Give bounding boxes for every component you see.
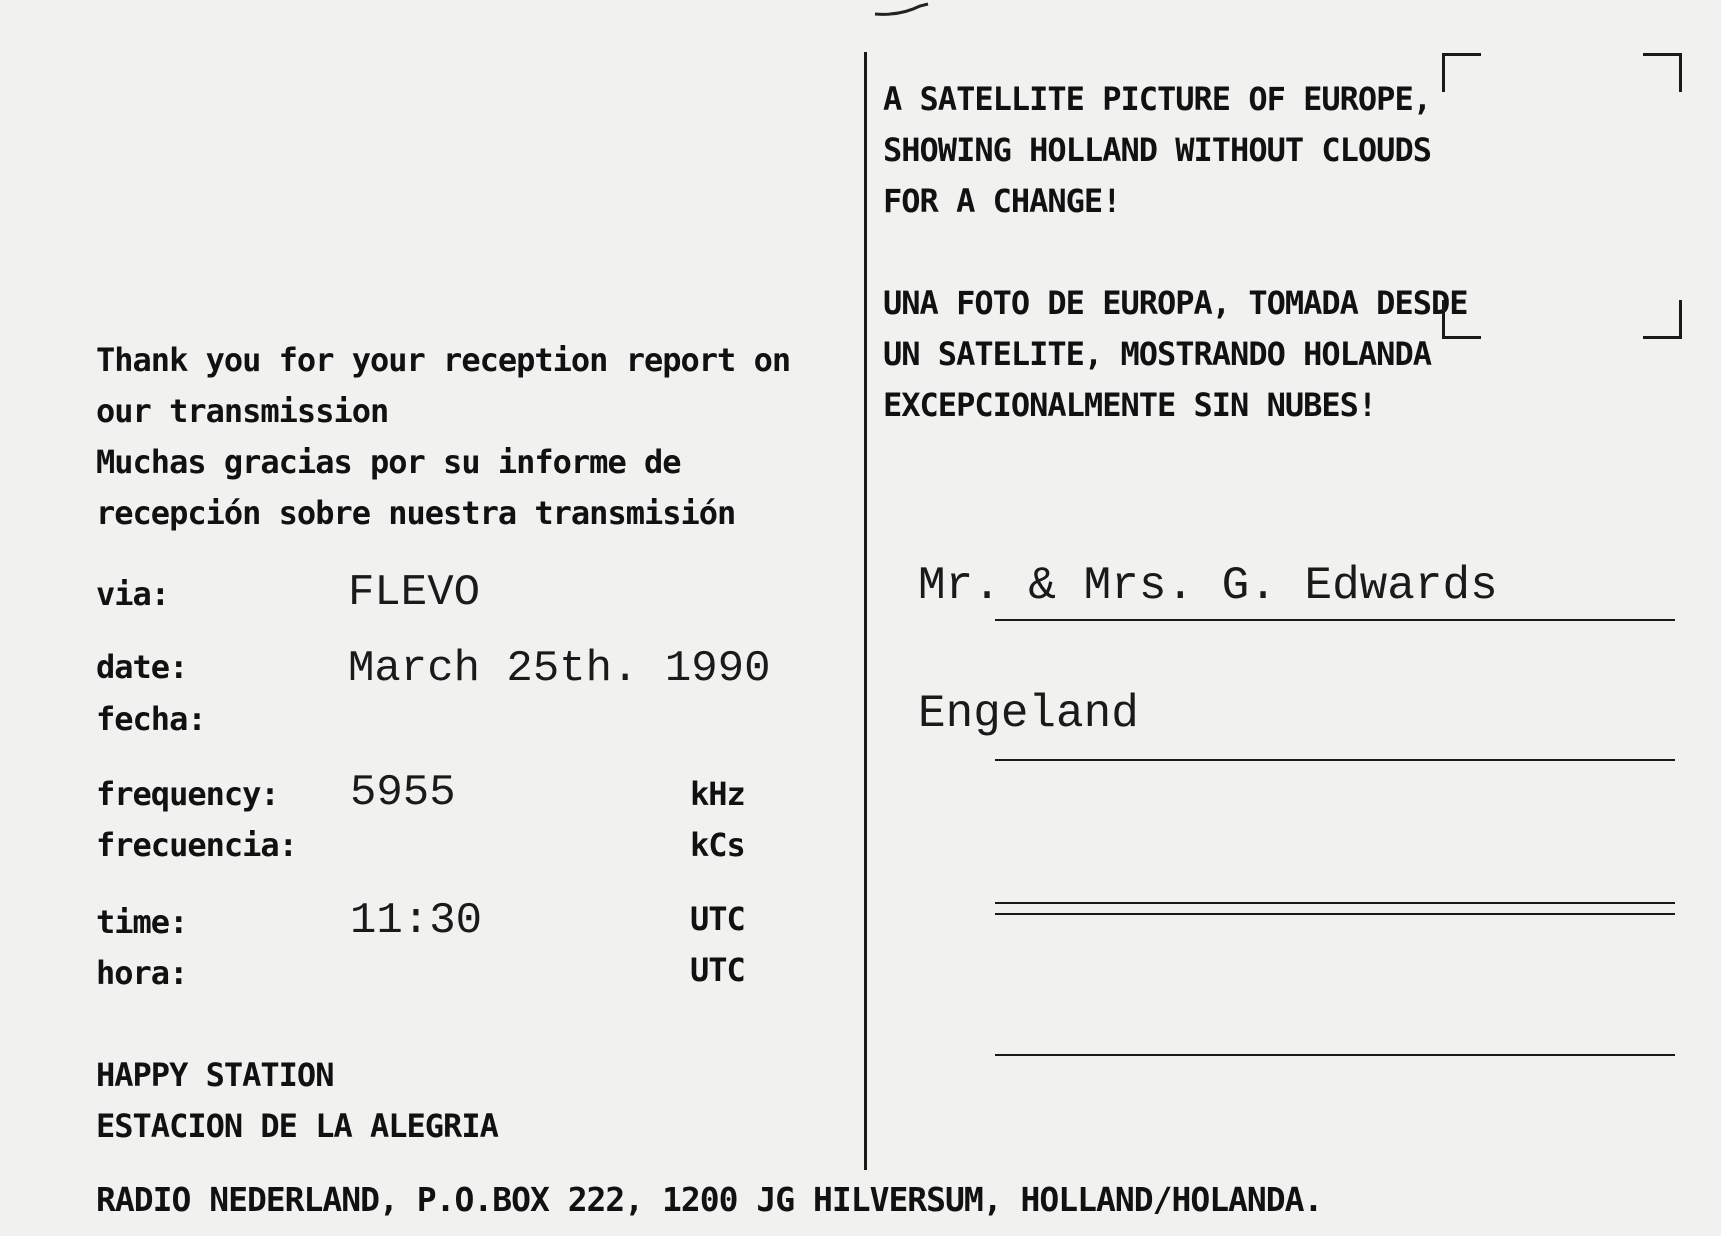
message-line-1: Thank you for your reception report on <box>96 341 791 379</box>
frequency-value: 5955 <box>350 768 456 818</box>
footer-address: RADIO NEDERLAND, P.O.BOX 222, 1200 JG HILVERSUM, HOLLAND/HOLANDA. <box>96 1180 1323 1219</box>
time-label: time: <box>96 903 188 941</box>
station-line-2: ESTACION DE LA ALEGRIA <box>96 1107 498 1145</box>
frequency-label: frequency: <box>96 775 279 813</box>
unit-utc-1: UTC <box>690 900 745 938</box>
caption-es-line-3: EXCEPCIONALMENTE SIN NUBES! <box>883 386 1377 424</box>
address-line-1: Mr. & Mrs. G. Edwards <box>918 560 1498 612</box>
caption-es-line-2: UN SATELITE, MOSTRANDO HOLANDA <box>883 335 1431 373</box>
message-line-2: our transmission <box>96 392 389 430</box>
stamp-corner-bottom-left <box>1442 300 1481 339</box>
unit-utc-2: UTC <box>690 951 745 989</box>
address-rule-3 <box>995 902 1675 904</box>
pen-mark <box>870 0 960 18</box>
card-divider <box>864 52 867 1170</box>
address-rule-2 <box>995 759 1675 761</box>
caption-en-line-1: A SATELLITE PICTURE OF EUROPE, <box>883 80 1431 118</box>
caption-en-line-2: SHOWING HOLLAND WITHOUT CLOUDS <box>883 131 1431 169</box>
address-line-2: Engeland <box>918 688 1139 740</box>
address-rule-4 <box>995 913 1675 915</box>
caption-es-line-1: UNA FOTO DE EUROPA, TOMADA DESDE <box>883 284 1468 322</box>
address-rule-5 <box>995 1054 1675 1056</box>
time-value: 11:30 <box>350 896 483 946</box>
date-value: March 25th. 1990 <box>348 644 771 694</box>
address-rule-1 <box>995 619 1675 621</box>
caption-en-line-3: FOR A CHANGE! <box>883 182 1121 220</box>
station-line-1: HAPPY STATION <box>96 1056 334 1094</box>
message-line-4: recepción sobre nuestra transmisión <box>96 494 736 532</box>
unit-kcs: kCs <box>690 826 745 864</box>
via-value: FLEVO <box>348 568 481 618</box>
via-label: via: <box>96 575 170 613</box>
fecha-label: fecha: <box>96 700 206 738</box>
stamp-corner-top-left <box>1442 53 1481 92</box>
date-label: date: <box>96 648 188 686</box>
stamp-corner-bottom-right <box>1643 300 1682 339</box>
hora-label: hora: <box>96 954 188 992</box>
unit-khz: kHz <box>690 775 745 813</box>
stamp-corner-top-right <box>1643 53 1682 92</box>
message-line-3: Muchas gracias por su informe de <box>96 443 681 481</box>
frecuencia-label: frecuencia: <box>96 826 297 864</box>
